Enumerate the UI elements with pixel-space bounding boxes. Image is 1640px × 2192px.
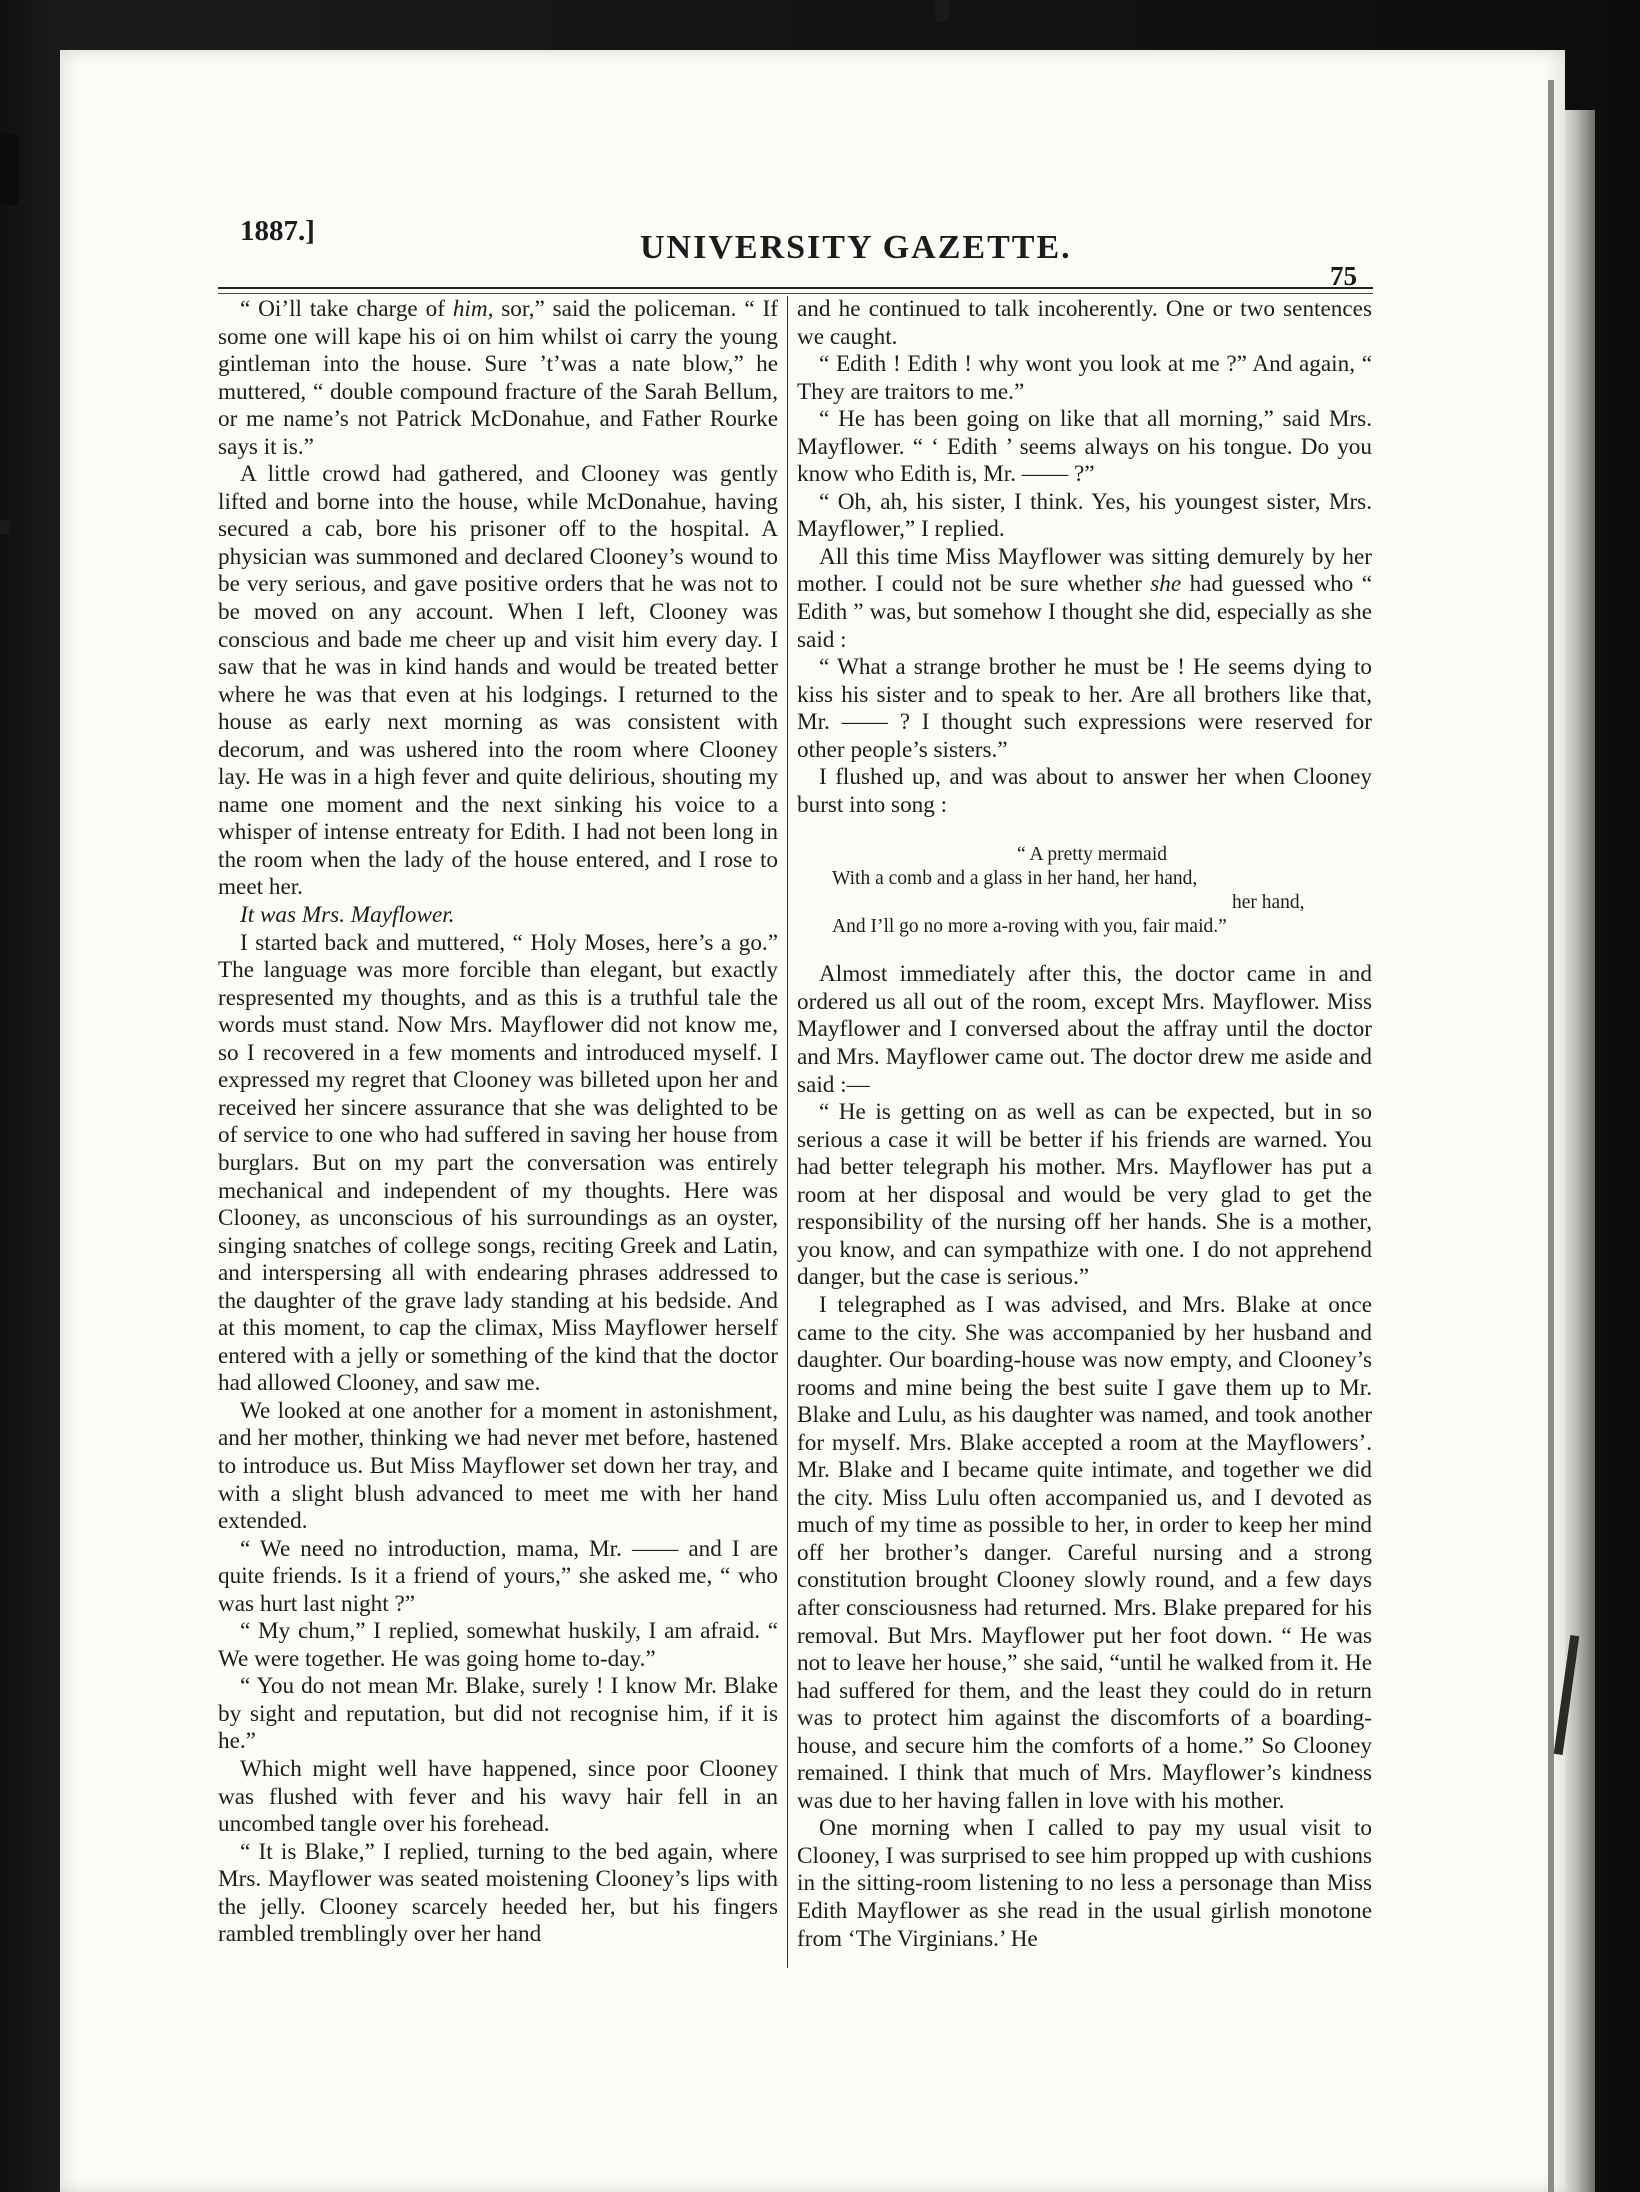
italic-paragraph: It was Mrs. Mayflower. xyxy=(240,902,455,929)
paragraph: “ Edith ! Edith ! why wont you look at me ?” And again, “ They are traitors to me.” xyxy=(797,351,1372,405)
left-column xyxy=(218,296,778,1986)
paragraph: “ You do not mean Mr. Blake, surely ! I know Mr. Blake by sight and reputation, but did not recognise him, if it is he.” xyxy=(218,1673,778,1755)
paragraph: Which might well have happened, since poor Clooney was flushed with fever and his wavy hair fell in an uncombed tangle over his forehead. xyxy=(218,1755,778,1838)
paragraph: One morning when I called to pay my usual visit to Clooney, I was surprised to see him propped up with cushions in the sitting-room listening to no less a personage than Miss Edith Mayflower as she read in the usual girlish monotone from ‘The Virginians.’ He xyxy=(797,1815,1372,1952)
paragraph: I started back and muttered, “ Holy Moses, here’s a go.” The language was more forcible than elegant, but exactly respresented my thoughts, and as this is a truthful tale the words must stand. Now Mrs. Mayflower did not know me, so I recovered in a few moments and introduced myself. I expressed my regret that Clooney was billeted upon her and received her sincere assurance that she was delighted to be of service to one who had suffered in saving her house from burglars. But on my part the conversation was entirely mechanical and independent of my thoughts. Here was Clooney, as unconscious of his surroundings as an oyster, singing snatches of college songs, reciting Greek and Latin, and interspersing all with endearing phrases addressed to the daughter of the grave lady standing at his bedside. And at this moment, to cap the climax, Miss Mayflower herself entered with a jelly or something of the kind that the doctor had allowed Clooney, and saw me. xyxy=(218,929,778,1397)
text-run: sor,” said the policeman. “ If some one will kape his oi on him whilst oi carry the young gintleman into the house. Sure ’t’was a nate blow,” he muttered, “ double compound fracture of the Sarah Bellum, or me name’s not Patrick McDonahue, and Father Rourke says it is.” xyxy=(218,296,778,460)
page-number: 75 xyxy=(1330,261,1357,291)
paragraph xyxy=(218,296,778,461)
right-column xyxy=(797,296,1372,1986)
verse-line: With a comb and a glass in her hand, her hand, xyxy=(832,868,1198,890)
song-verse xyxy=(797,843,1372,939)
column-divider xyxy=(787,296,788,1968)
paragraph: “ What a strange brother he must be ! He seems dying to kiss his sister and to speak to her. Are all brothers like that, Mr. —— ? I thought such expressions were reserved for other people’s sisters.” xyxy=(797,654,1372,763)
margin-mark xyxy=(0,520,10,534)
paragraph: “ My chum,” I replied, somewhat huskily, I am afraid. “ We were together. He was going home to-day.” xyxy=(218,1618,778,1672)
paragraph: We looked at one another for a moment in astonishment, and her mother, thinking we had never met before, hastened to introduce us. But Miss Mayflower set down her tray, and with a slight blush advanced to meet me with her hand extended. xyxy=(218,1397,778,1535)
page-edge-shadow xyxy=(1548,80,1554,2192)
paragraph: “ He has been going on like that all morning,” said Mrs. Mayflower. “ ‘ Edith ’ seems always on his tongue. Do you know who Edith is, Mr. —— ?” xyxy=(797,406,1372,488)
header-title: UNIVERSITY GAZETTE. xyxy=(640,229,1072,266)
verse-line: “ A pretty mermaid xyxy=(1017,844,1168,866)
paragraph: Almost immediately after this, the doctor came in and ordered us all out of the room, except Mrs. Mayflower. Miss Mayflower and I conversed about the affray until the doctor and Mrs. Mayflower came out. The doctor drew me aside and said :— xyxy=(797,961,1372,1098)
text-run: All this time Miss Mayflower was sitting demurely by her mother. I could not be sure whether xyxy=(797,543,1372,598)
scan-speck xyxy=(935,0,949,22)
paragraph: “ It is Blake,” I replied, turning to the bed again, where Mrs. Mayflower was seated moistening Clooney’s lips with the jelly. Clooney scarcely heeded her, but his fingers rambled tremblingly over her hand xyxy=(218,1838,778,1948)
text-run: had guessed who “ Edith ” was, but somehow I thought she did, especially as she said : xyxy=(797,571,1372,653)
paragraph xyxy=(797,544,1372,654)
paragraph: I flushed up, and was about to answer her when Clooney burst into song : xyxy=(797,764,1372,818)
text-run: “ Oi’ll take charge of xyxy=(240,296,453,322)
binding-clip xyxy=(0,135,18,205)
header-rule xyxy=(218,287,1373,294)
paragraph: A little crowd had gathered, and Clooney was gently lifted and borne into the house, while McDonahue, having secured a cab, bore his prisoner off to the hospital. A physician was summoned and declared Clooney’s wound to be very serious, and gave positive orders that he was not to be moved on any account. When I left, Clooney was conscious and bade me cheer up and visit him every day. I saw that he was in kind hands and would be treated better where he was that even at his lodgings. I returned to the house as early next morning as was consistent with decorum, and was ushered into the room where Clooney lay. He was in a high fever and quite delirious, shouting my name one moment and the next sinking his voice to a whisper of intense entreaty for Edith. I had not been long in the room when the lady of the house entered, and I rose to meet her. xyxy=(218,461,778,901)
paragraph: I telegraphed as I was advised, and Mrs. Blake at once came to the city. She was accompanied by her husband and daughter. Our boarding-house was now empty, and Clooney’s rooms and mine being the best suite I gave them up to Mr. Blake and Lulu, as his daughter was named, and took another for myself. Mrs. Blake accepted a room at the Mayflowers’. Mr. Blake and I became quite intimate, and together we did the city. Miss Lulu often accompanied us, and I devoted as much of my time as possible to her, in order to keep her mind off her brother’s danger. Careful nursing and a strong constitution brought Clooney slowly round, and a few days after consciousness had returned. Mrs. Blake prepared for his removal. But Mrs. Mayflower put her foot down. “ He was not to leave her house,” she said, “until he walked from it. He had suffered for them, and the least they could do in return was to protect him against the discomforts of a boarding-house, and secure him the comforts of a home.” So Clooney remained. I think that much of Mrs. Mayflower’s kindness was due to her having fallen in love with his mother. xyxy=(797,1291,1372,1814)
paragraph: “ Oh, ah, his sister, I think. Yes, his youngest sister, Mrs. Mayflower,” I replied. xyxy=(797,488,1372,543)
verse-line: And I’ll go no more a-roving with you, fair maid.” xyxy=(832,916,1227,938)
running-header xyxy=(240,215,1357,291)
paragraph: and he continued to talk incoherently. One or two sentences we caught. xyxy=(797,296,1372,350)
paragraph: “ We need no introduction, mama, Mr. —— and I are quite friends. Is it a friend of yours,” she asked me, “ who was hurt last night ?” xyxy=(218,1535,778,1617)
emphasis: she xyxy=(1150,571,1182,598)
verse-line: her hand, xyxy=(1232,892,1305,914)
emphasis: him, xyxy=(452,296,494,322)
header-year: 1887.] xyxy=(240,215,315,247)
page-edge xyxy=(1565,110,1595,2192)
paragraph: “ He is getting on as well as can be expected, but in so serious a case it will be better if his friends are warned. You had better telegraph his mother. Mrs. Mayflower has put a room at her disposal and would be very glad to get the responsibility of the nursing off her hands. She is a mother, you know, and can sympathize with one. I do not apprehend danger, but the case is serious.” xyxy=(797,1099,1372,1291)
